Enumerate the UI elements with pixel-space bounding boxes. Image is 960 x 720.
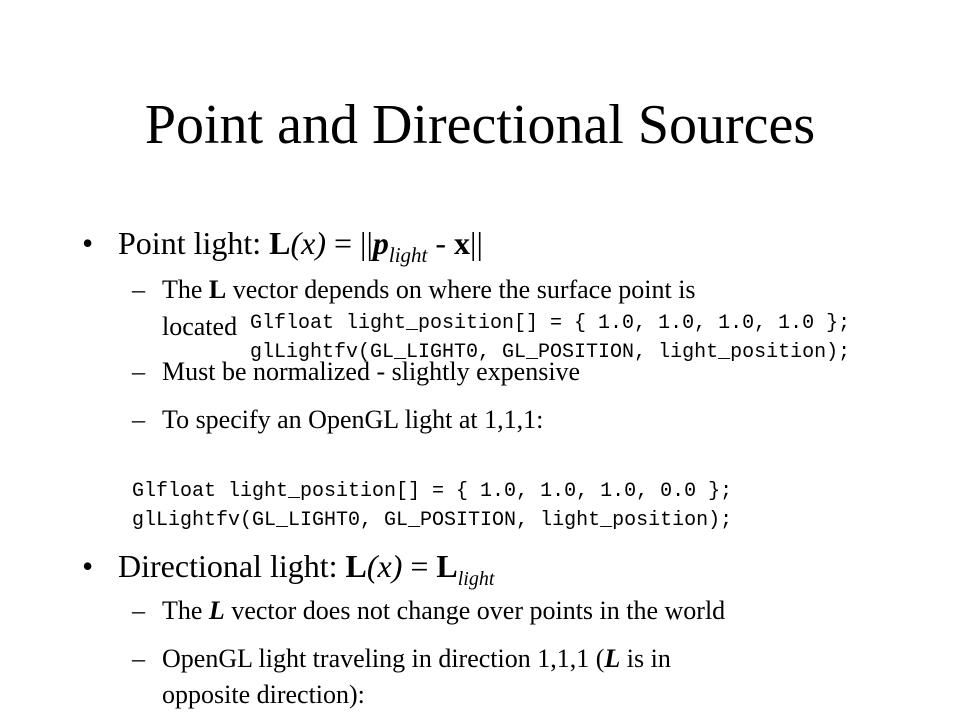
- formula-p: p: [372, 225, 389, 261]
- sub-text: is in: [620, 644, 671, 673]
- formula-L: L: [269, 225, 291, 261]
- sub-text: The: [162, 275, 209, 304]
- sub-text: Must be normalized - slightly expensive: [162, 357, 581, 386]
- formula-minus: -: [427, 225, 455, 261]
- sub-text: vector does not change over points in the world: [224, 596, 726, 625]
- sub-item-opengl-direction-cont: opposite direction):: [162, 680, 365, 709]
- code-line-2: glLightfv(GL_LIGHT0, GL_POSITION, light_position);: [132, 509, 733, 532]
- overlay-code-line-1: Glfloat light_position[] = { 1.0, 1.0, 1.0, 1.0 };: [250, 312, 851, 335]
- sub-text: The: [162, 596, 209, 625]
- sub-item-l-constant: [132, 593, 725, 629]
- sub-text: To specify an OpenGL light at 1,1,1:: [162, 405, 544, 434]
- slide-title: Point and Directional Sources: [144, 94, 816, 156]
- formula-x-arg: (x): [290, 225, 326, 261]
- formula-equals-norm-open: = ||: [334, 225, 373, 261]
- sub-item-l-vector: [132, 272, 696, 308]
- formula-p-subscript: light: [388, 243, 428, 267]
- formula-norm-close: ||: [470, 225, 483, 261]
- sub-text: OpenGL light traveling in direction 1,1,1 (: [162, 644, 605, 673]
- bullet-directional-light: [82, 547, 494, 598]
- bullet-point-light: [82, 224, 483, 274]
- formula-L: L: [345, 548, 367, 584]
- dash-marker: –: [132, 596, 145, 625]
- overlay-code-line-2: glLightfv(GL_LIGHT0, GL_POSITION, light_position);: [250, 341, 851, 364]
- bold-L: L: [208, 275, 227, 304]
- bold-italic-L: L: [604, 644, 621, 673]
- point-light-formula: [269, 225, 483, 267]
- bullet-marker: •: [82, 548, 94, 584]
- sub-item-opengl-direction: [132, 641, 671, 677]
- dash-marker: –: [132, 357, 145, 386]
- dash-marker: –: [132, 644, 145, 673]
- sub-text: vector depends on where the surface point is: [226, 275, 696, 304]
- sub-item-specify: [132, 402, 543, 438]
- formula-L-subscript: light: [457, 568, 495, 590]
- formula-x-arg: (x): [366, 548, 403, 584]
- bullet-marker: •: [82, 225, 94, 261]
- directional-light-formula: [345, 548, 495, 590]
- directional-light-label: Directional light:: [118, 548, 338, 584]
- sub-item-l-vector-cont: located: [162, 312, 238, 341]
- dash-marker: –: [132, 275, 145, 304]
- formula-L-light: L: [436, 548, 458, 584]
- formula-equals: =: [402, 548, 437, 584]
- code-line-1: Glfloat light_position[] = { 1.0, 1.0, 1.0, 0.0 };: [132, 480, 733, 503]
- point-light-label: Point light:: [118, 225, 262, 261]
- formula-x: x: [454, 225, 471, 261]
- dash-marker: –: [132, 405, 145, 434]
- bold-italic-L: L: [208, 596, 225, 625]
